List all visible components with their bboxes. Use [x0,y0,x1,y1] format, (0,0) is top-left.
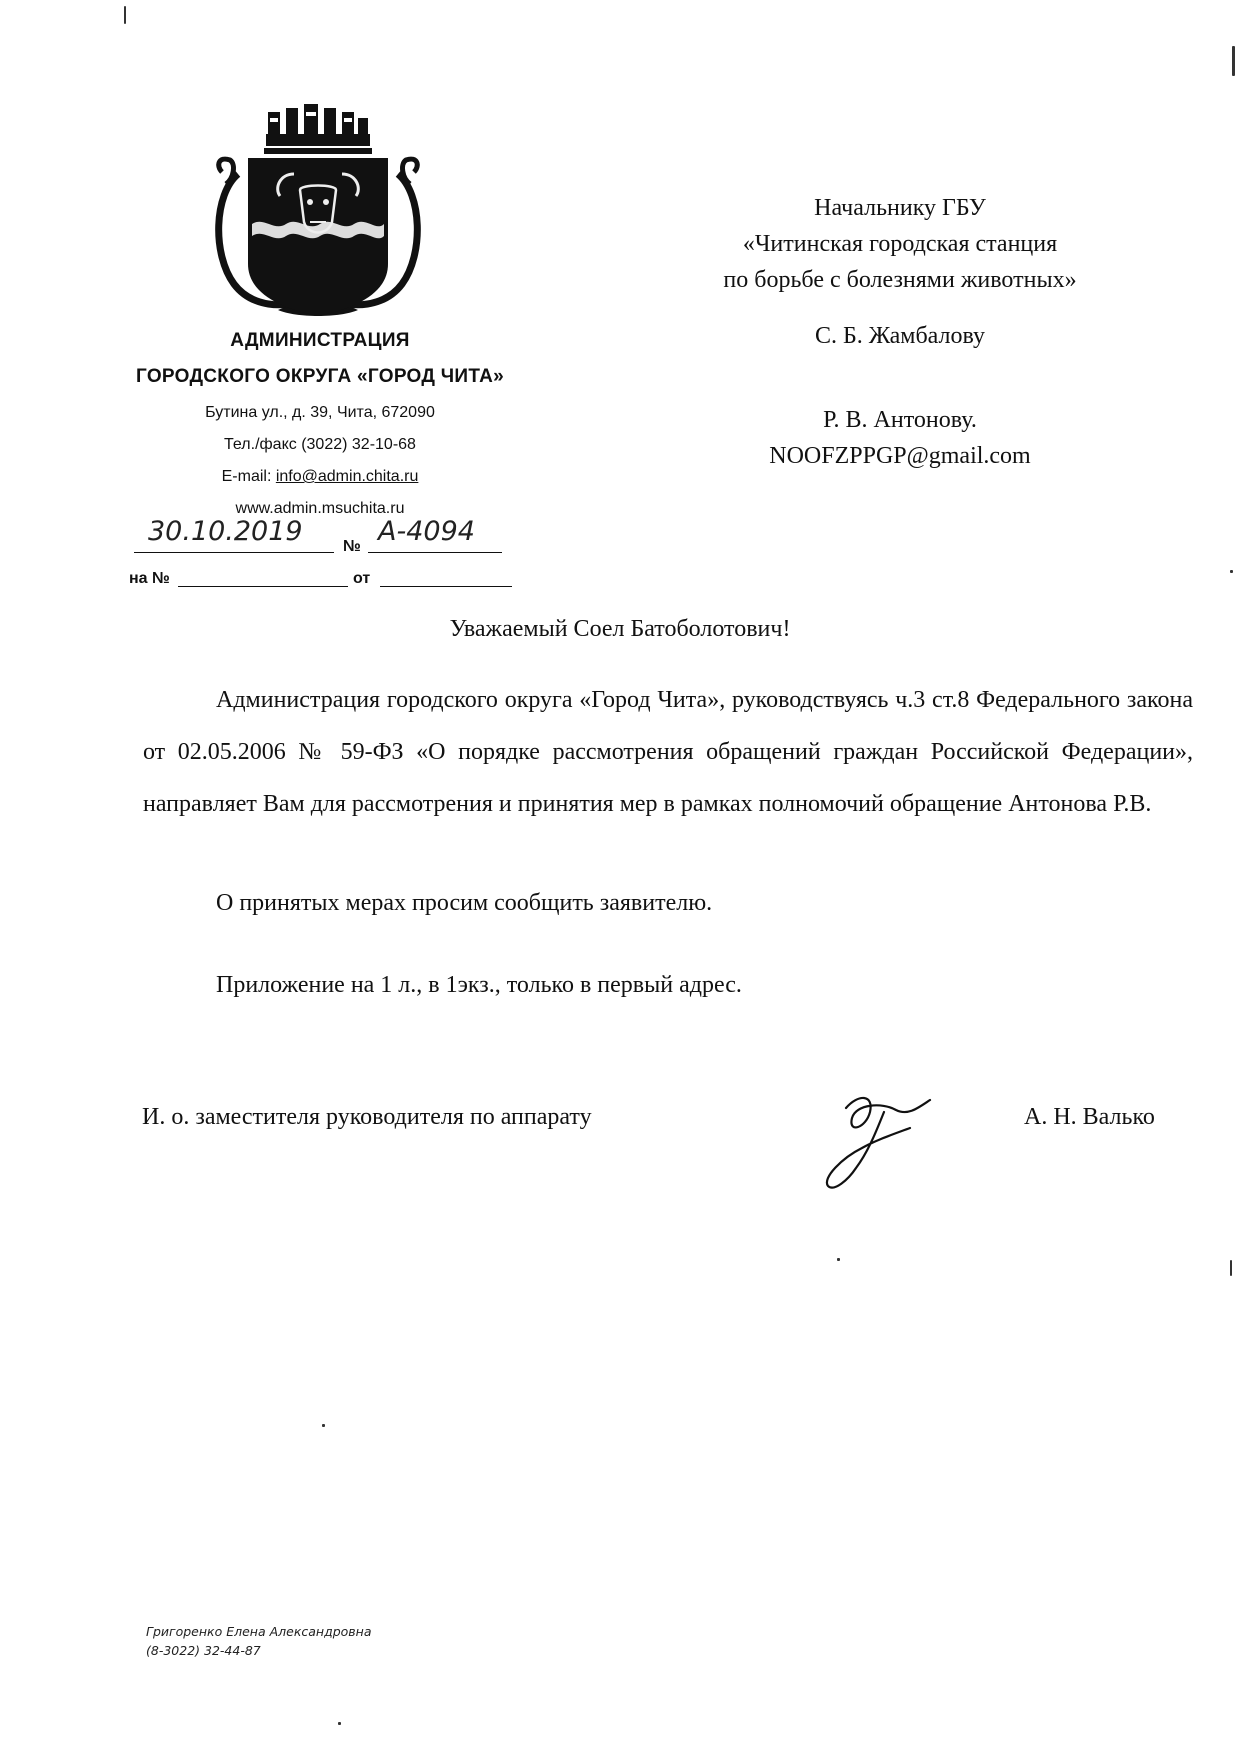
copy-recipient-name: Р. В. Антонову. [823,407,977,433]
coat-of-arms-emblem [208,104,428,322]
addressee-line3: по борьбе с болезнями животных» [723,267,1077,293]
reference-underline [178,586,348,587]
scan-mark [124,6,126,24]
addressee-title [640,190,1160,298]
executor-phone: (8-3022) 32-44-87 [146,1643,261,1658]
executor-name: Григоренко Елена Александровна [146,1624,372,1639]
date-underline [134,552,334,553]
scan-mark [338,1722,341,1725]
main-paragraph [143,674,1193,830]
reference-from-underline [380,586,512,587]
number-label: № [343,538,361,555]
main-paragraph-text: Администрация городского округа «Город Чита», руководствуясь ч.3 ст.8 Федерального закона от 02.05.2006 № 59-ФЗ «О порядке рассмотрения обращений граждан Российской Федерации», направляет Вам для рассмотрения и принятия мер в рамках полномочий обращение Антонова Р.В. [143,687,1193,817]
org-name-line2: ГОРОДСКОГО ОКРУГА «ГОРОД ЧИТА» [136,366,504,387]
handwritten-number: А-4094 [378,516,475,547]
copy-recipient-email: NOOFZPPGP@gmail.com [769,443,1031,469]
reference-from-label: от [353,570,371,587]
scan-mark [322,1424,325,1427]
email-label: E-mail: [221,468,276,485]
org-address: Бутина ул., д. 39, Чита, 672090 [205,404,435,421]
scan-mark [1230,570,1233,573]
email-link[interactable]: info@admin.chita.ru [275,468,419,485]
phone-text: Тел./факс (3022) 32-10-68 [224,436,416,453]
scan-mark [1232,46,1235,76]
addressee-line2: «Читинская городская станция [742,231,1058,257]
scan-mark [837,1258,840,1261]
org-email [120,468,520,486]
salutation: Уважаемый Соел Батоболотович! [449,616,791,642]
signatory-name: А. Н. Валько [1024,1104,1155,1130]
addressee-name: С. Б. Жамбалову [814,323,986,349]
reference-label: на № [129,570,170,587]
handwritten-date: 30.10.2019 [148,516,303,547]
org-name-line1: АДМИНИСТРАЦИЯ [230,330,410,351]
org-phone [120,436,520,454]
org-website: www.admin.msuchita.ru [235,500,405,517]
scan-mark [1230,1260,1232,1276]
addressee-line1: Начальнику ГБУ [814,195,986,221]
attachment-line: Приложение на 1 л., в 1экз., только в первый адрес. [216,972,742,998]
request-line: О принятых мерах просим сообщить заявителю. [216,890,713,916]
handwritten-signature [812,1088,942,1198]
number-underline [368,552,502,553]
signatory-position: И. о. заместителя руководителя по аппарату [142,1104,592,1130]
